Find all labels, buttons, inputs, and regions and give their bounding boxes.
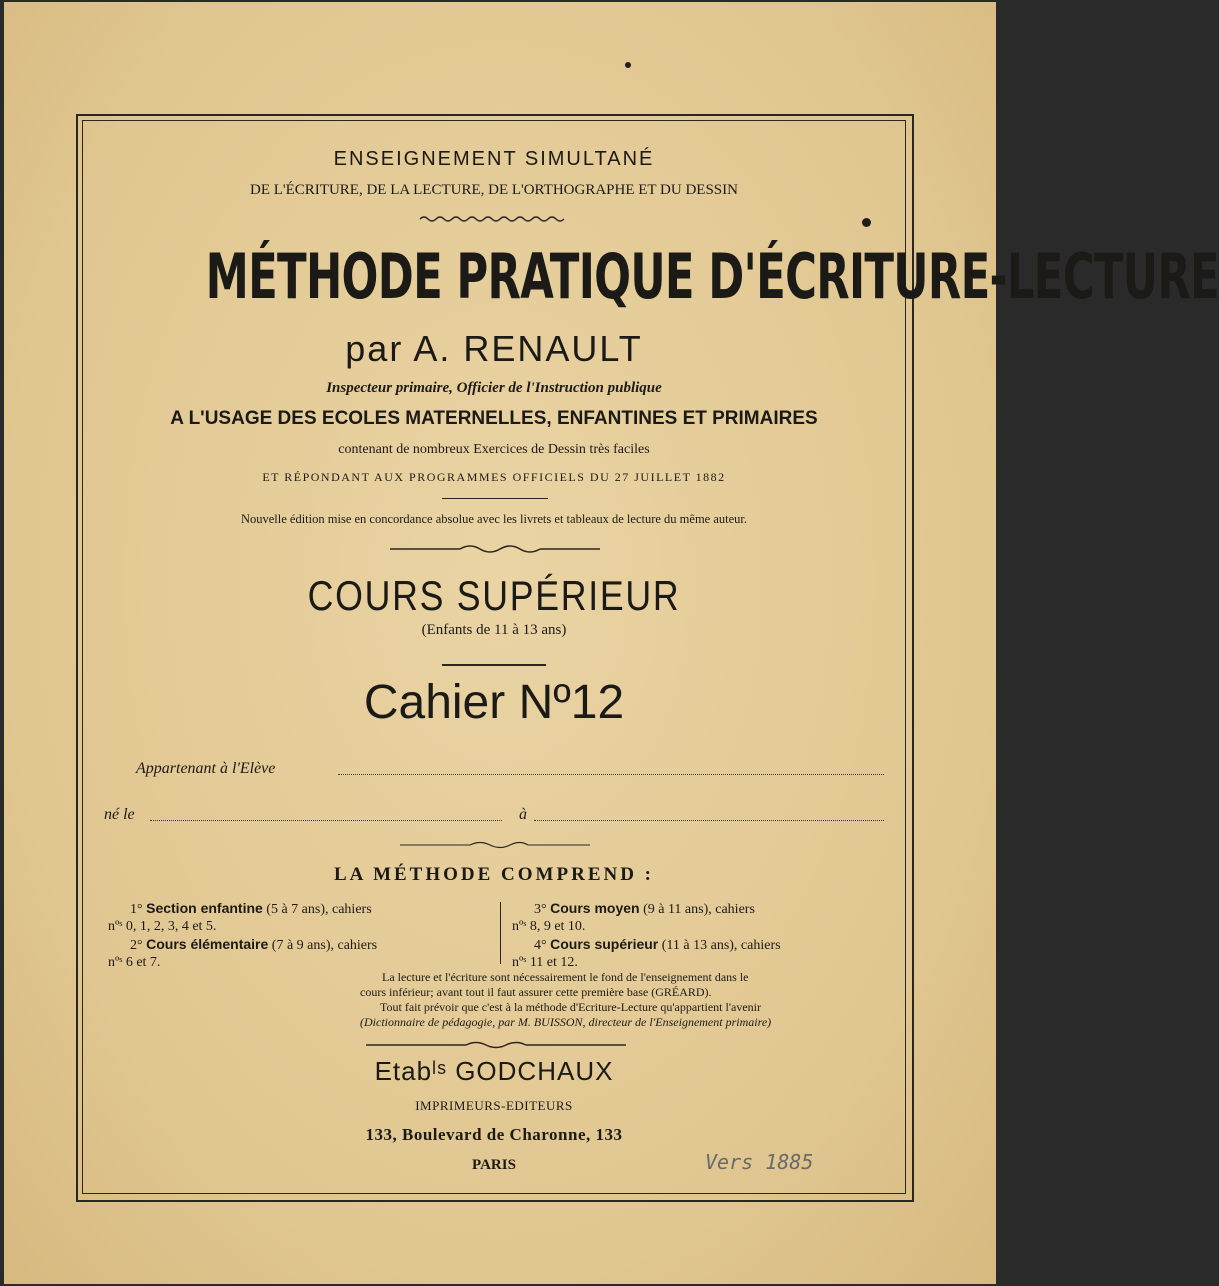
publisher-name: Etabˡˢ GODCHAUX <box>374 1056 614 1086</box>
ornament-divider <box>400 840 590 850</box>
main-title: MÉTHODE PRATIQUE D'ÉCRITURE-LECTURE <box>205 240 1219 313</box>
separator-rule <box>442 498 548 499</box>
column-divider <box>500 902 501 964</box>
list-item-cont: nºˢ 6 et 7. <box>108 955 161 970</box>
programmes-line: ET RÉPONDANT AUX PROGRAMMES OFFICIELS DU 27 JUILLET 1882 <box>262 470 726 484</box>
born-label: né le <box>104 806 135 823</box>
cahier-label: Cahier <box>363 676 506 729</box>
author: par A. RENAULT <box>345 328 643 369</box>
birthplace-field[interactable] <box>534 820 884 821</box>
edition-line: Nouvelle édition mise en concordance absolue avec les livrets et tableaux de lecture du même auteur. <box>240 512 748 526</box>
belonging-label: Appartenant à l'Elève <box>136 760 276 777</box>
method-heading: LA MÉTHODE COMPREND : <box>333 864 655 885</box>
birth-date-field[interactable] <box>150 820 502 821</box>
ornament-divider <box>366 1040 626 1050</box>
header-line1: ENSEIGNEMENT SIMULTANÉ <box>333 148 655 170</box>
course-ages: (Enfants de 11 à 13 ans) <box>421 622 567 638</box>
ornament-divider <box>390 543 600 555</box>
separator-rule <box>442 664 546 666</box>
student-name-field[interactable] <box>338 774 884 775</box>
course-title: COURS SUPÉRIEUR <box>307 572 681 619</box>
list-item: 3° Cours moyen (9 à 11 ans), cahiers <box>534 900 755 917</box>
quote-buisson: Tout fait prévoir que c'est à la méthode d'Ecriture-Lecture qu'appartient l'avenir (Dictionnaire de pédagogie, par M. BUISSON, directeur de l'Enseignement primaire) <box>360 1000 772 1029</box>
publisher-address: 133, Boulevard de Charonne, 133 <box>365 1125 623 1144</box>
header-line2: DE L'ÉCRITURE, DE LA LECTURE, DE L'ORTHOGRAPHE ET DU DESSIN <box>250 182 738 198</box>
pencil-annotation: Vers 1885 <box>705 1150 814 1174</box>
list-item-cont: nºˢ 0, 1, 2, 3, 4 et 5. <box>108 919 217 934</box>
author-role: Inspecteur primaire, Officier de l'Instruction publique <box>326 380 662 396</box>
cahier-title <box>82 675 906 730</box>
list-item-cont: nºˢ 11 et 12. <box>512 955 578 970</box>
publisher-role: IMPRIMEURS-EDITEURS <box>415 1098 573 1113</box>
quote-greard: La lecture et l'écriture sont nécessairement le fond de l'enseignement dans le cours inférieur; avant tout il faut assurer cette première base (GRÉARD). <box>360 970 749 999</box>
birthplace-label: à <box>519 806 527 823</box>
list-item: 4° Cours supérieur (11 à 13 ans), cahiers <box>534 936 781 953</box>
contents-line: contenant de nombreux Exercices de Dessin très faciles <box>338 442 650 457</box>
list-item: 2° Cours élémentaire (7 à 9 ans), cahiers <box>130 936 378 953</box>
publisher-city: PARIS <box>472 1157 516 1173</box>
list-item: 1° Section enfantine (5 à 7 ans), cahiers <box>130 900 372 917</box>
method-list-right <box>512 900 884 971</box>
wavy-ornament <box>418 214 568 224</box>
cahier-number: Nº12 <box>518 676 625 729</box>
method-list-left <box>108 900 478 971</box>
list-item-cont: nºˢ 8, 9 et 10. <box>512 919 586 934</box>
ink-spot <box>625 62 631 68</box>
usage-line: A L'USAGE DES ECOLES MATERNELLES, ENFANTINES ET PRIMAIRES <box>170 408 818 429</box>
